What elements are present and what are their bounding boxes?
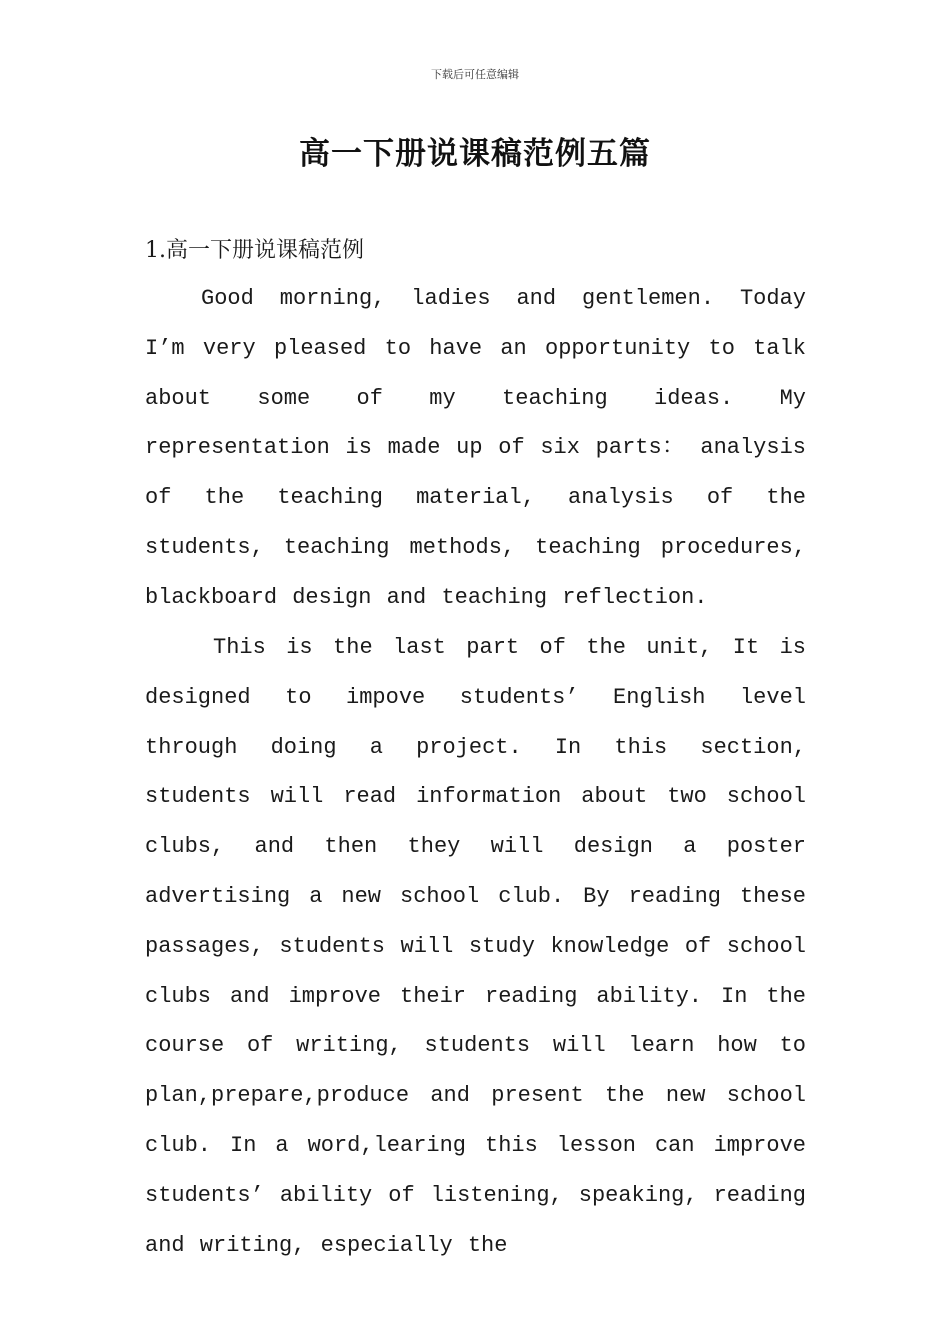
header-note: 下载后可任意编辑 xyxy=(431,68,519,81)
body-paragraph-2: This is the last part of the unit, It is designed to impove students’ English level through doing a project. In this section, students will read information about two school clubs, and then they will design a poster advertising a new school club. By reading these passages, students will study knowledge of school clubs and improve their reading ability. In the course of writing, students will learn how to plan,prepare,produce and present the new school club. In a word,learing this lesson can improve students’ ability of listening, speaking, reading and writing, especially the xyxy=(145,635,806,1258)
body-paragraph-1: Good morning, ladies and gentlemen. Today I’m very pleased to have an opportunity to talk about some of my teaching ideas. My representation is made up of six parts： analysis of the teaching material, analysis of the students, teaching methods, teaching procedures, blackboard design and teaching reflection. xyxy=(145,286,806,610)
document-title: 高一下册说课稿范例五篇 xyxy=(299,136,651,172)
section-heading: 1.高一下册说课稿范例 xyxy=(145,238,364,263)
